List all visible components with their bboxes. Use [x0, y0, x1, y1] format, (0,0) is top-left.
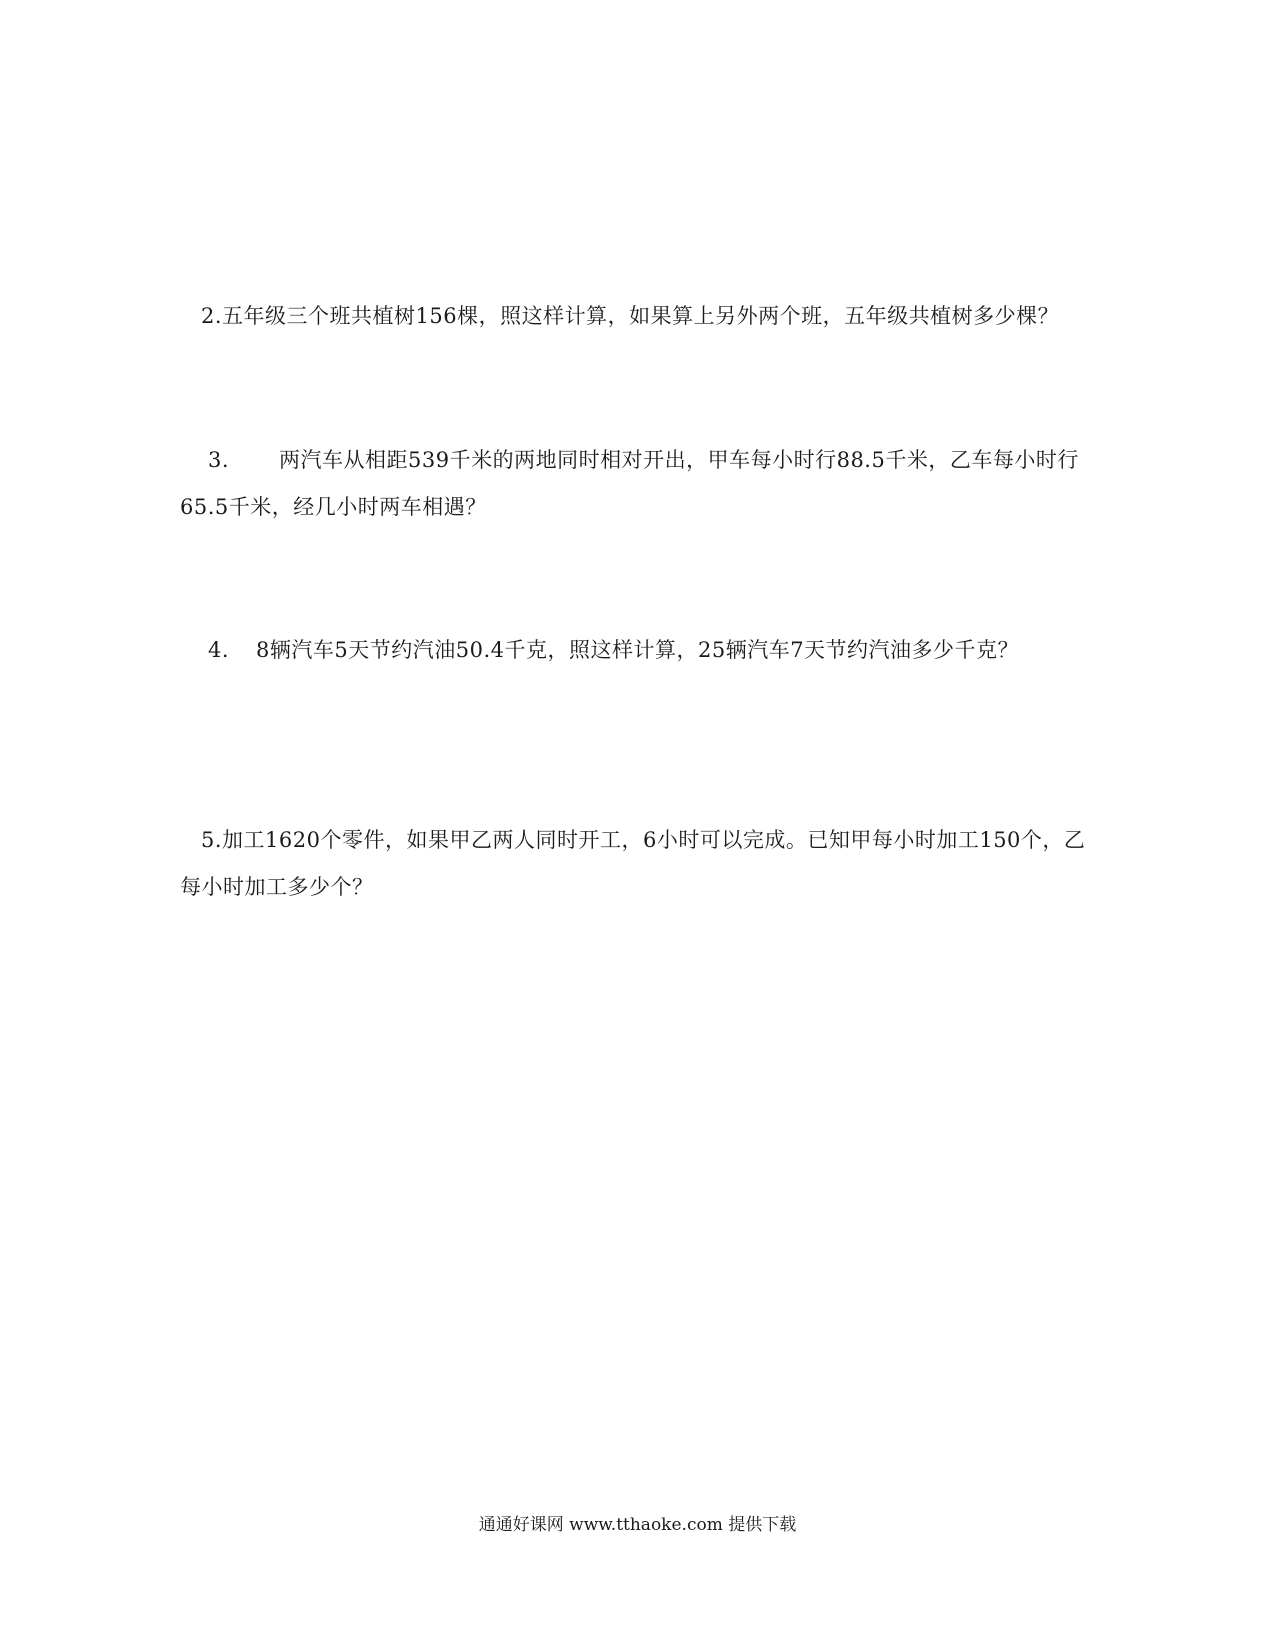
problem-3-line-2: 65.5千米，经几小时两车相遇？ [180, 495, 487, 519]
problem-3-line-1: 两汽车从相距539千米的两地同时相对开出，甲车每小时行88.5千米，乙车每小时行 [279, 448, 1079, 472]
problem-4-number: 4. [208, 638, 230, 662]
problem-5-line-1: 5.加工1620个零件，如果甲乙两人同时开工，6小时可以完成。已知甲每小时加工150个，乙 [201, 828, 1086, 852]
footer-source-note: 通通好课网 www.tthaoke.com 提供下载 [478, 1515, 797, 1535]
problem-2-line-1: 2.五年级三个班共植树156棵，照这样计算，如果算上另外两个班，五年级共植树多少棵？ [201, 304, 1060, 328]
problem-3-number: 3. [208, 448, 230, 472]
problem-5-line-2: 每小时加工多少个？ [180, 875, 374, 899]
problem-4-line-1: 8辆汽车5天节约汽油50.4千克，照这样计算，25辆汽车7天节约汽油多少千克？ [256, 638, 1020, 662]
